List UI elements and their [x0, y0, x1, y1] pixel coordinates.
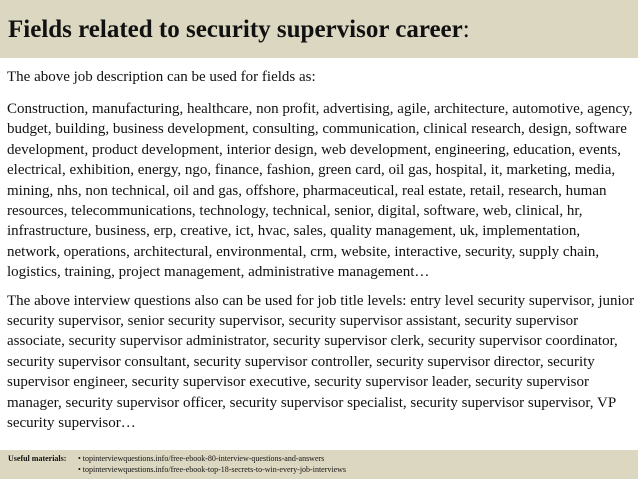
slide-title-text: Fields related to security supervisor career: [8, 16, 463, 43]
slide-title: [8, 15, 638, 45]
content-area: [7, 68, 635, 442]
footer-row-1: [8, 454, 638, 465]
footer-row-2: [8, 465, 638, 476]
slide-title-colon: :: [462, 16, 470, 43]
useful-materials-label: Useful materials:: [8, 454, 67, 463]
fields-paragraph: Construction, manufacturing, healthcare, non profit, advertising, agile, architecture, automotive, agency, budget, building, business development, consulting, communication, clinical research, design, software development, product development, interior design, web development, engineering, education, events, electrical, exhibition, energy, ngo, finance, fashion, green card, oil gas, hospital, it, marketing, media, mining, nhs, non technical, oil and gas, offshore, pharmaceutical, real estate, retail, research, human resources, telecommunications, technology, technical, senior, digital, software, web, clinical, hr, infrastructure, business, erp, creative, ict, hvac, sales, quality management, uk, implementation, network, operations, architectural, environmental, crm, website, interactive, security, supply chain, logistics, training, project management, administrative management…: [7, 101, 633, 281]
footer-link-ebook-18[interactable]: • topinterviewquestions.info/free-ebook-top-18-secrets-to-win-every-job-interviews: [78, 464, 347, 474]
footer-link-ebook-80[interactable]: • topinterviewquestions.info/free-ebook-80-interview-questions-and-answers: [78, 454, 325, 463]
intro-text: The above job description can be used for fields as:: [7, 69, 316, 85]
footer-bar: [0, 450, 638, 479]
title-bar: [0, 0, 638, 58]
job-levels-paragraph: The above interview questions also can be used for job title levels: entry level security supervisor, junior security supervisor, senior security supervisor, security supervisor assistant, security supervisor associate, security supervisor administrator, security supervisor clerk, security supervisor coordinator, security supervisor consultant, security supervisor controller, security supervisor director, security supervisor engineer, security supervisor executive, security supervisor leader, security supervisor manager, security supervisor officer, security supervisor specialist, security supervisor supervisor, VP security supervisor…: [7, 292, 635, 432]
